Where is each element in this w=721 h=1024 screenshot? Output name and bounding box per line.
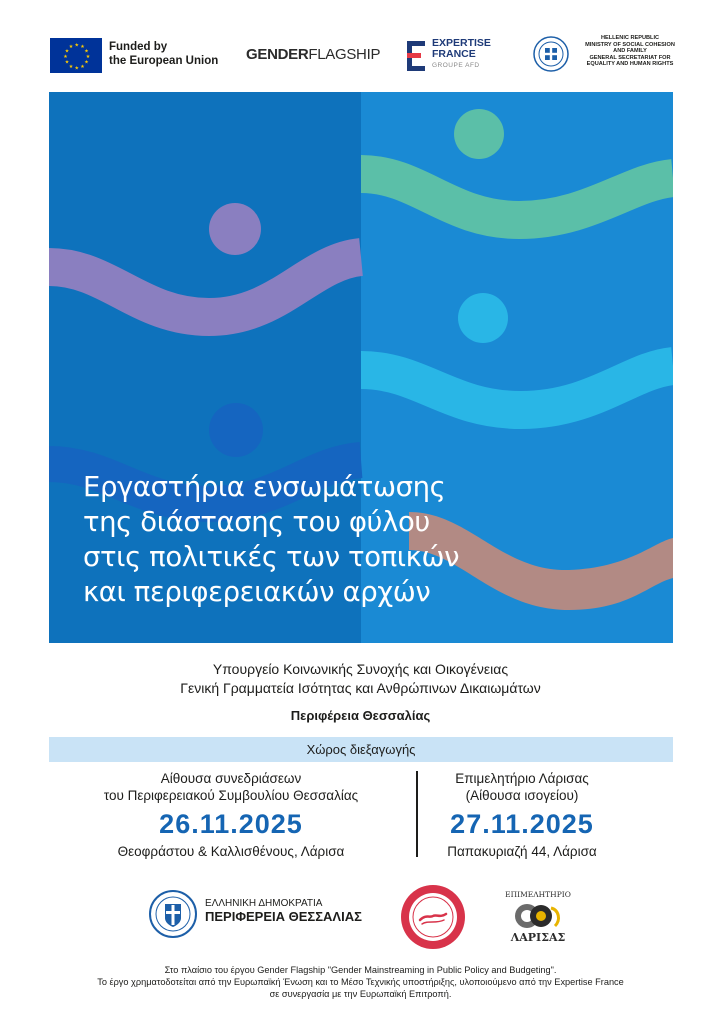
union-seal-logo-icon	[400, 884, 466, 950]
region-thessaly-logo-text	[205, 897, 362, 925]
organizer-secretariat: Γενική Γραμματεία Ισότητας και Ανθρώπινων Δικαιωμάτων	[180, 680, 541, 696]
svg-text:★: ★	[80, 44, 85, 50]
expertise-france-mark-icon	[405, 40, 427, 72]
region-upper-label: ΠΕΡΙΦΕΡΕΙΑ ΘΕΣΣΑΛΙΑΣ	[205, 909, 362, 924]
hero-banner	[49, 92, 673, 643]
organizer-region: Περιφέρεια Θεσσαλίας	[290, 708, 431, 723]
hero-title-line: και περιφερειακών αρχών	[83, 576, 431, 608]
eu-text-line2: the European Union	[109, 55, 219, 67]
svg-text:★: ★	[63, 54, 68, 60]
venue-right-name2: (Αίθουσα ισογείου)	[465, 788, 579, 803]
venue-right-name: Επιμελητήριο Λάρισας	[455, 771, 589, 786]
venue-heading: Χώρος διεξαγωγής	[49, 737, 673, 762]
venue-left	[50, 770, 412, 860]
svg-text:★: ★	[74, 42, 79, 49]
svg-text:★: ★	[84, 48, 89, 55]
svg-text:★: ★	[68, 64, 74, 70]
venue-right	[416, 770, 628, 860]
expertise-sub: GROUPE AFD	[432, 62, 480, 69]
eu-funding-text	[109, 40, 239, 68]
flagship-logo-word: FLAGSHIP	[308, 46, 381, 63]
hero-title-line: στις πολιτικές των τοπικών	[83, 541, 460, 573]
svg-text:★: ★	[68, 44, 74, 50]
chamber-bottom-label: ΛΑΡΙΣΑΣ	[510, 931, 566, 944]
footer-line2: Το έργο χρηματοδοτείται από την Ευρωπαϊκή Ένωση και το Μέσο Τεχνικής υποστήριξης, υλοποιούμενο από την Expertise France	[97, 977, 624, 987]
svg-text:★: ★	[74, 65, 79, 72]
ministry-line: AND FAMILY	[613, 48, 647, 55]
expertise-line1: EXPERTISE	[432, 37, 491, 49]
expertise-line2: FRANCE	[432, 48, 476, 60]
hero-title	[83, 470, 503, 610]
footer-line1: Στο πλαίσιο του έργου Gender Flagship "Gender Mainstreaming in Public Policy and Budgeting".	[164, 965, 557, 975]
greek-republic-seal-icon	[149, 890, 197, 938]
organizer-ministry: Υπουργείο Κοινωνικής Συνοχής και Οικογένειας	[212, 661, 509, 677]
venue-left-name: Αίθουσα συνεδριάσεων	[160, 771, 302, 786]
svg-text:★: ★	[84, 59, 89, 66]
gender-flagship-logo	[246, 46, 380, 63]
svg-text:★: ★	[85, 54, 91, 60]
svg-text:★: ★	[64, 59, 70, 66]
larisa-chamber-logo	[497, 888, 579, 946]
hellenic-republic-seal-icon	[533, 36, 569, 72]
footer-line3: σε συνεργασία με την Ευρωπαϊκή Επιτροπή.	[269, 989, 452, 999]
venue-right-date: 27.11.2025	[450, 809, 594, 839]
venue-right-address: Παπακυριαζή 44, Λάρισα	[447, 844, 597, 859]
svg-text:★: ★	[64, 48, 70, 55]
svg-text:★: ★	[80, 64, 85, 70]
gender-logo-word: GENDER	[246, 46, 309, 63]
ministry-line: MINISTRY OF SOCIAL COHESION	[585, 41, 675, 48]
ministry-line: HELLENIC REPUBLIC	[600, 35, 660, 41]
expertise-france-text	[432, 38, 512, 71]
republic-label: ΕΛΛΗΝΙΚΗ ΔΗΜΟΚΡΑΤΙΑ	[205, 898, 323, 909]
venue-left-date: 26.11.2025	[159, 809, 303, 839]
eu-flag-logo	[50, 38, 102, 73]
ministry-line: GENERAL SECRETARIAT FOR	[589, 54, 671, 61]
footer-note	[0, 964, 721, 1000]
venue-left-address: Θεοφράστου & Καλλισθένους, Λάρισα	[117, 844, 345, 859]
eu-text-line1: Funded by	[109, 41, 168, 53]
hero-title-line: της διάστασης του φύλου	[83, 506, 430, 538]
chamber-top-label: ΕΠΙΜΕΛΗΤΗΡΙΟ	[505, 890, 571, 899]
venue-left-name2: του Περιφερειακού Συμβουλίου Θεσσαλίας	[103, 788, 359, 803]
ministry-text	[575, 35, 685, 68]
ministry-line: EQUALITY AND HUMAN RIGHTS	[586, 61, 674, 68]
hero-title-line: Εργαστήρια ενσωμάτωσης	[83, 471, 446, 503]
